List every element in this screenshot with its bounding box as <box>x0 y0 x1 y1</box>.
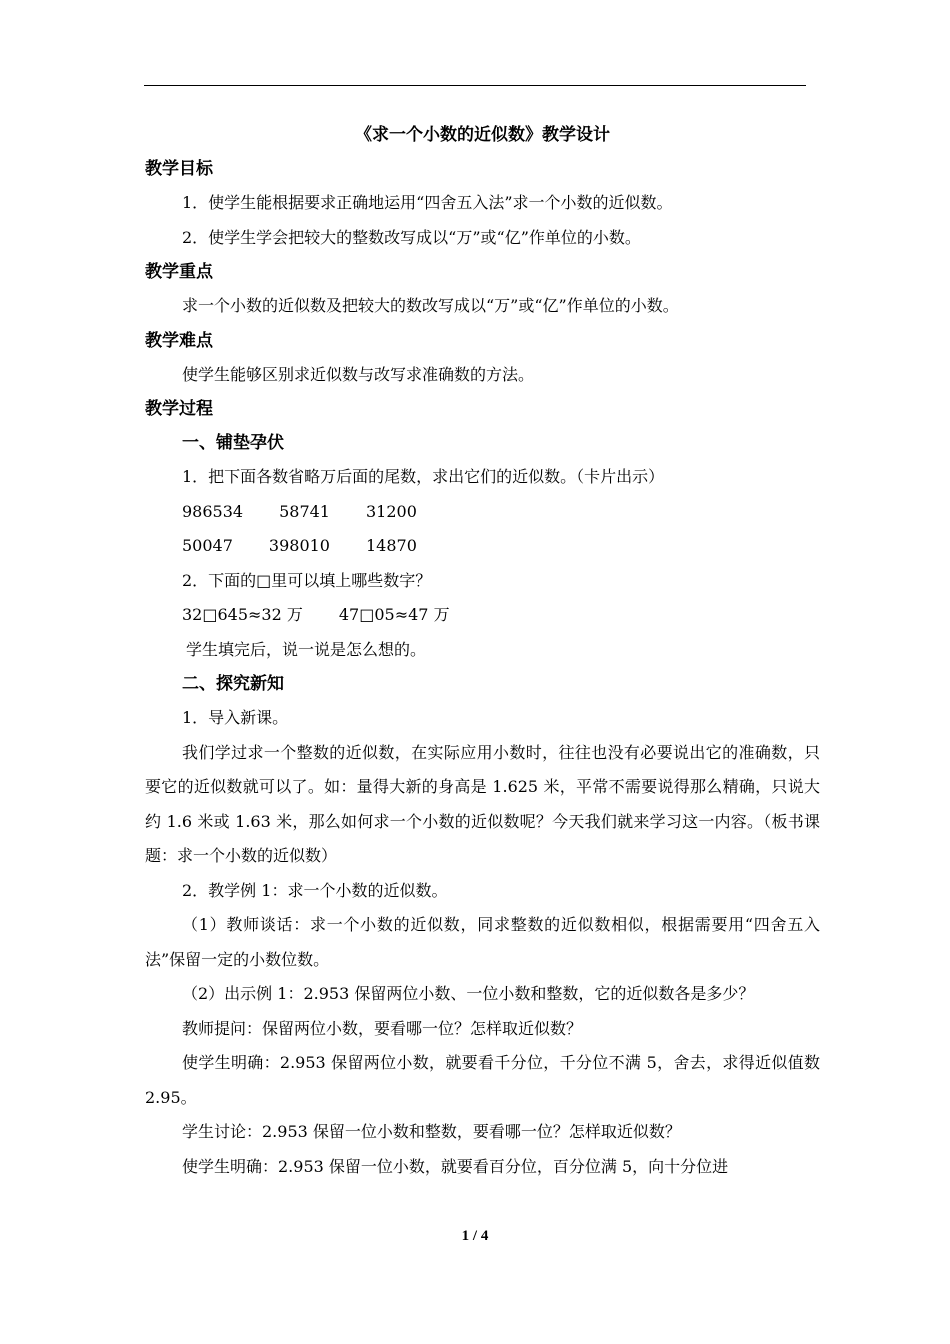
number-cell: 14870 <box>365 536 417 555</box>
document-body <box>145 118 820 1184</box>
number-cell: 986534 <box>182 501 244 521</box>
part2-item: 1．导入新课。 <box>182 708 289 727</box>
part1-item: 2．下面的□里可以填上哪些数字？ <box>182 570 432 590</box>
current-page: 1 <box>461 1228 470 1244</box>
number-cell: 31200 <box>365 501 417 521</box>
number-cell: 58741 <box>279 501 330 521</box>
part2-question: 教师提问：保留两位小数，要看哪一位？怎样取近似数？ <box>182 1018 583 1038</box>
key-points-heading: 教学重点 <box>145 262 213 282</box>
goal-item: 1．使学生能根据要求正确地运用“四舍五入法”求一个小数的近似数。 <box>182 193 673 212</box>
difficulty-heading: 教学难点 <box>145 330 213 351</box>
blank-row <box>145 598 820 633</box>
difficulty-text: 使学生能够区别求近似数与改写求准确数的方法。 <box>182 364 535 384</box>
goal-item: 2．使学生学会把较大的整数改写成以“万”或“亿”作单位的小数。 <box>182 227 641 247</box>
number-cell: 398010 <box>268 536 330 555</box>
part2-paragraph: 使学生明确：2.953 保留一位小数，就要看百分位，百分位满 5，向十分位进 <box>182 1156 729 1176</box>
total-pages: 4 <box>480 1228 489 1244</box>
part2-paragraph: 使学生明确：2.953 保留两位小数，就要看千分位，千分位不满 5，舍去，求得近似值数 2.95。 <box>145 1053 820 1107</box>
part2-paragraph: （1）教师谈话：求一个小数的近似数，同求整数的近似数相似，根据需要用“四舍五入法”保留一定的小数位数。 <box>145 915 820 969</box>
part2-heading: 二、探究新知 <box>182 674 284 694</box>
part1-item: 1．把下面各数省略万后面的尾数，求出它们的近似数。（卡片出示） <box>182 467 665 486</box>
number-row <box>145 529 820 564</box>
number-row <box>145 495 820 530</box>
page-number <box>0 1228 950 1245</box>
goals-heading: 教学目标 <box>145 159 213 179</box>
part1-note: 学生填完后，说一说是怎么想的。 <box>186 639 427 659</box>
header-rule <box>144 85 806 86</box>
part1-heading: 一、铺垫孕伏 <box>182 433 284 453</box>
key-points-text: 求一个小数的近似数及把较大的数改写成以“万”或“亿”作单位的小数。 <box>182 296 679 315</box>
document-title: 《求一个小数的近似数》教学设计 <box>355 125 610 145</box>
process-heading: 教学过程 <box>145 399 213 419</box>
part2-paragraph: （2）出示例 1：2.953 保留两位小数、一位小数和整数，它的近似数各是多少？ <box>182 984 755 1003</box>
part2-item: 2．教学例 1：求一个小数的近似数。 <box>182 880 448 900</box>
part2-paragraph: 我们学过求一个整数的近似数，在实际应用小数时，往往也没有必要说出它的准确数，只要它的近似数就可以了。如：量得大新的身高是 1.625 米，平常不需要说得那么精确，只说大约 1.6 米或 1.63 米，那么如何求一个小数的近似数呢？今天我们就来学习这一内容。（板书课题：求一个小数的近似数） <box>145 742 820 865</box>
part2-question: 学生讨论：2.953 保留一位小数和整数，要看哪一位？怎样取近似数？ <box>182 1122 681 1141</box>
page-separator: / <box>469 1228 481 1244</box>
blank-expression: 32□645≈32 万 <box>182 605 303 624</box>
blank-expression: 47□05≈47 万 <box>338 605 450 624</box>
number-cell: 50047 <box>182 536 233 555</box>
